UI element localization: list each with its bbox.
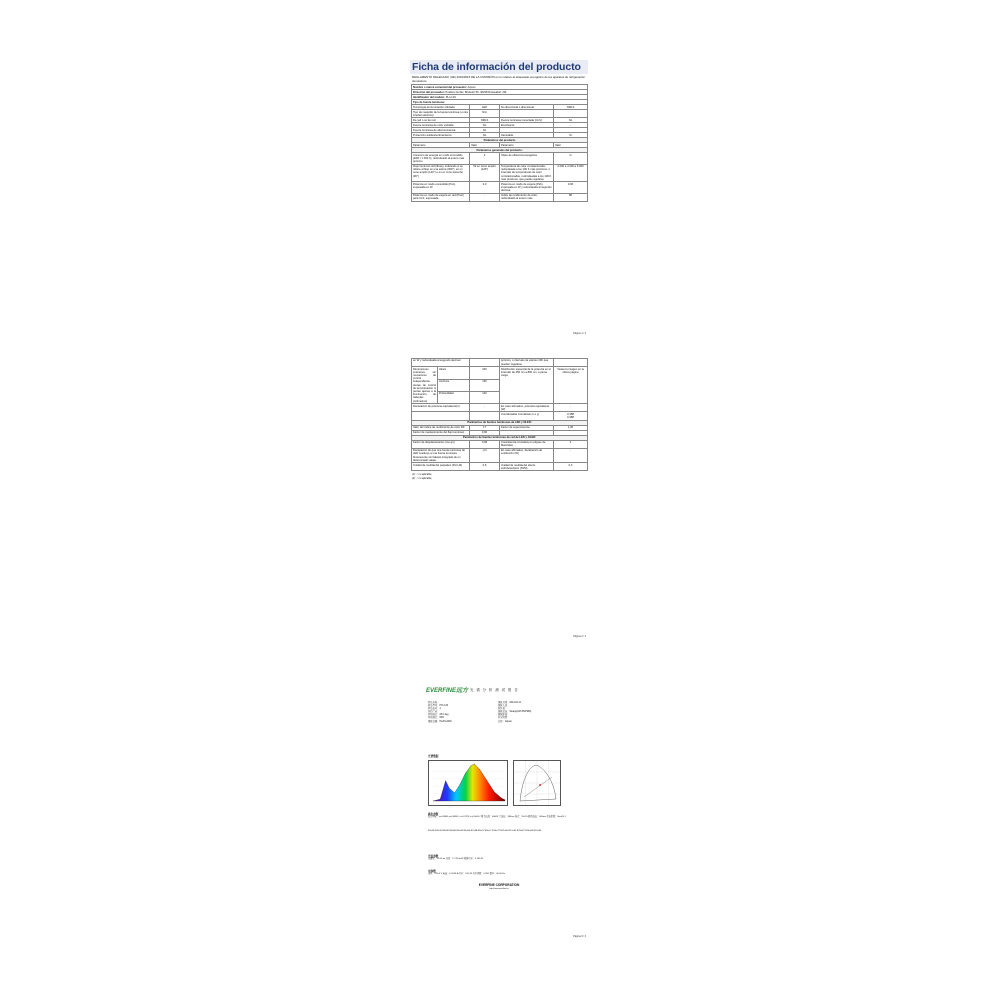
- table-cell: Consumo de energía en modo encendido (kWh / 1 000 h), redondeado al entero más próximo: [412, 153, 470, 164]
- table-cell: NMLS: [470, 118, 500, 123]
- table-cell: Fuente luminosa de alta luminancia:: [412, 128, 470, 133]
- table-cell: -: [470, 193, 500, 201]
- dimension-value: 130: [470, 379, 500, 391]
- table-cell: En caso afirmativo, potencia equivalente (W): [500, 404, 554, 412]
- column-header: Parámetro: [412, 143, 470, 148]
- table-cell: No: [470, 123, 500, 128]
- table-cell: -: [470, 404, 500, 412]
- table-cell: 2 000 a 4 000 a 6 000: [554, 164, 588, 182]
- table-cell: Declaración de que una fuente luminosa de LED sustituye a una fuente luminosa fluorescente sin balasto integrado de un determinado vataje.: [412, 448, 470, 463]
- spectrum-series: [433, 764, 505, 801]
- regulation-intro: REGLAMENTO DELEGADO (UE) 2019/2015 DE LA COMISIÓN en lo relativo al etiquetado energético de los aparatos de refrigeración domésticos: [412, 75, 585, 83]
- table-cell: 4: [554, 440, 588, 448]
- table-cell: -: [554, 404, 588, 412]
- table-cell: En caso afirmativo, declaración de sustitución (W): [500, 448, 554, 463]
- spectrum-point: [465, 773, 466, 774]
- dimension-label: Dimensiones exteriores sin mecanismo de control independiente, piezas de control de la iluminación ni piezas ajenas a la iluminación, de haberlas (milímetros): [413, 367, 436, 403]
- table-cell: Coordenadas cromáticas (x e y): [500, 412, 554, 420]
- photometric-heading: 光度参数: [428, 855, 439, 858]
- section-header: Parámetros del producto: [412, 138, 588, 143]
- table-cell: Flujo luminoso útil (Φuse), indicando si se refiere al flujo en una esfera (360°), en un cono amplio (120°) o en un cono estrecho (90°): [412, 164, 470, 182]
- table-cell: [470, 359, 500, 367]
- page-3: [410, 678, 588, 938]
- info-line: 测试日期：2023-02-11: [498, 702, 522, 704]
- report-title: 光 谱 分 析 测 试 报 告: [470, 688, 519, 692]
- info-line: 测试人员：: [498, 705, 510, 708]
- column-header: Parámetro: [500, 143, 554, 148]
- dimension-value: 140: [470, 391, 500, 403]
- color-params: 色品坐标：x=0.3880 y=0.3880 / u'=0.2223 v'=0.5000 / 相关色温：4000K 主波长：583nm 纯度：35.4% 峰值波长：608nm 显色指数：Ra=85.1: [428, 816, 566, 818]
- param-row: [412, 193, 588, 201]
- spectrum-point: [445, 780, 446, 781]
- table-cell: 1,00: [554, 425, 588, 430]
- table-cell: [500, 110, 554, 118]
- info-left: [428, 702, 498, 724]
- product-table-2: [411, 358, 588, 471]
- info-line: 积分时间：: [498, 717, 510, 720]
- page-number: Página 2 / 3: [573, 635, 586, 638]
- spectrum-point: [480, 769, 481, 770]
- table-cell: No: [470, 128, 500, 133]
- table-cell: No: [554, 118, 588, 123]
- info-line: 测试距离：: [498, 714, 510, 717]
- table-cell: Tipo de casquillo de la fuente luminosa (u otra interfaz eléctrica): [413, 110, 468, 117]
- table-cell: Clase de eficiencia energética: [500, 153, 554, 164]
- table-cell: Consistencia cromática en elipses de MacAdam: [500, 440, 554, 448]
- info-line: 品牌：Aipsun: [498, 720, 512, 723]
- info-line: 制造厂商：: [428, 711, 440, 714]
- table-cell: 3,0: [470, 182, 500, 193]
- table-cell: Fuente luminosa conectada (CLS):: [500, 118, 554, 123]
- electric-heading: 电参数: [428, 870, 436, 873]
- info-line: 环境温度：25.0 deg: [428, 714, 449, 717]
- color-heading: 颜色参数: [428, 813, 439, 816]
- table-cell: LED: [470, 105, 500, 110]
- cie-diagram: [513, 760, 561, 806]
- section-header: Parámetros de fuentes luminosas de red de LED y OLED:: [412, 435, 588, 440]
- table-cell: Protección antideslumbramiento:: [412, 133, 470, 138]
- table-cell: 0,388 0,388: [554, 412, 588, 420]
- table-cell: 17: [470, 425, 500, 430]
- supplier-cell: Nombre o marca comercial del proveedor: Aipsun: [412, 85, 588, 90]
- spectrum-point: [501, 798, 502, 799]
- info-line: 样品名称：: [428, 702, 440, 704]
- table-cell: [412, 412, 470, 420]
- spectrum-point: [494, 792, 495, 793]
- spectrum-point: [433, 801, 434, 802]
- param-row: [412, 164, 588, 182]
- table-cell: Temperatura de color correlacionada, redondeada a los 100 K más próximos, o intervalo de temperaturas de color correlacionadas, redondeadas a los 100 K más próximos, que puede regularse: [500, 164, 554, 182]
- table-cell: Potencia en modo de espera (Psb), expresada en W y redondeada al segundo decimal: [501, 182, 552, 193]
- dimension-value: 320: [470, 367, 500, 379]
- info-line: 检验员：: [498, 708, 508, 711]
- table-cell: NMLS: [554, 105, 588, 110]
- supplier-cell: Identificador del modelo: PH-2.2S: [412, 95, 588, 100]
- table-cell: -(2): [470, 448, 500, 463]
- spectrum-point: [454, 793, 455, 794]
- table-cell: Unidad de medida del efecto estroboscópico (SVM): [500, 463, 554, 471]
- footnote: (2) '-': no aplicable;: [412, 477, 433, 481]
- param-row: [412, 359, 588, 367]
- table-cell: Fuente luminosa de color variable:: [412, 123, 470, 128]
- page-number: Página 3 / 3: [573, 935, 586, 938]
- spectrum-label: Distribución espectral de la potencia en el intervalo de 250 nm a 800 nm, a plena carga: [500, 367, 554, 404]
- table-cell: en W y redondeada al segundo decimal: [412, 359, 470, 367]
- spectrum-point: [505, 800, 506, 801]
- info-line: 测试状态：Steady(with BVP980): [498, 711, 532, 714]
- type-row: [412, 110, 588, 118]
- dimension-row: [412, 367, 588, 379]
- table-cell: N/A: [470, 110, 500, 118]
- table-cell: Factor de desplazamiento (cos φ1): [412, 440, 470, 448]
- table-cell: Índice de rendimiento de color, redondeado al entero más: [500, 193, 554, 201]
- param-row: [412, 182, 588, 193]
- dimension-name: Profundidad: [438, 391, 470, 403]
- supplier-cell: Dirección del proveedor: Positive GmbH, Breitestr 56, 40238 Düsseldorf, DE: [412, 90, 588, 95]
- spectrum-point: [474, 764, 475, 765]
- section-header: Parámetros de fuentes luminosas de LED y OLED:: [412, 420, 588, 425]
- table-cell: 3: [470, 153, 500, 164]
- info-right: [498, 702, 568, 724]
- param-row: [412, 412, 588, 420]
- corporation-url: http://www.everfine.cn: [489, 888, 509, 890]
- spectrum-point: [449, 788, 450, 789]
- table-cell: 0,00: [554, 182, 588, 193]
- dimension-name: Altura: [438, 367, 470, 379]
- info-line: 环境湿度：65%: [428, 717, 445, 720]
- table-cell: [554, 359, 588, 367]
- table-cell: Valor del índice de rendimiento de color R9: [412, 425, 470, 430]
- param-row: [412, 463, 588, 471]
- table-cell: -: [554, 123, 588, 128]
- table-cell: [470, 412, 500, 420]
- table-cell: Declaración de potencia equivalente(1): [412, 404, 470, 412]
- page-2: [410, 358, 588, 638]
- param-row: [412, 448, 588, 463]
- spectrum-chart: [428, 760, 508, 806]
- product-table-1: [411, 84, 588, 202]
- table-cell: -: [554, 448, 588, 463]
- table-cell: próximo, o intervalo de valores CRI que pueden regularse: [500, 359, 554, 367]
- column-header: Valor: [470, 143, 500, 148]
- table-cell: Unidad de medida del parpadeo (Pst LM): [412, 463, 470, 471]
- table-cell: No: [470, 133, 500, 138]
- ri-params: R1=86 R2=90 R3=86 R4=86 R5=85 R6=84 R7=88 R8=73 R9=17 R10=72 R11=85 R12=62 R13=87 R14=96 R15=80: [428, 830, 542, 832]
- table-cell: 0,96: [470, 440, 500, 448]
- table-cell: 85: [554, 193, 588, 201]
- spectrum-point: [440, 799, 441, 800]
- param-row: [412, 153, 588, 164]
- spectrum-point: [487, 780, 488, 781]
- everfine-logo: EVERFINE远方: [426, 688, 469, 694]
- table-cell: Factor de mantenimiento del flujo luminoso: [412, 430, 470, 435]
- table-cell: 0,90: [470, 430, 500, 435]
- page-1: [410, 60, 588, 335]
- table-cell: No direccional o direccional:: [500, 105, 554, 110]
- spectrum-heading: 光谱数据: [428, 755, 439, 758]
- spectrum-point: [471, 766, 472, 767]
- table-cell: 0,5: [470, 463, 500, 471]
- table-cell: Potencia en modo encendido (Pon), expresada en W: [412, 182, 470, 193]
- table-cell: Sí: [554, 133, 588, 138]
- table-cell: Potencia en modo de espera en red (Pnet) para CLS, expresada: [412, 193, 470, 201]
- table-cell: De red o no de red:: [412, 118, 470, 123]
- info-line: 样品型号：PH-2.2S: [428, 705, 449, 708]
- footnote: (1) '-': no aplicable;: [412, 473, 433, 477]
- table-cell: 52 en Cono amplio (120°): [470, 164, 500, 182]
- table-cell: Atenuable:: [500, 133, 554, 138]
- info-line: 样品编号：4: [428, 708, 441, 711]
- table-cell: [554, 110, 588, 118]
- column-header: Valor: [554, 143, 588, 148]
- electric-params: 电压：230.0 V 电流：0.0138 A 功率：3.00 W 功率因数：0.950 频率：50.00 Hz: [428, 873, 505, 875]
- photometric-params: 光通量：52.00 lm 光效：17.33 lm/W 辐射功率：0.183 W: [428, 858, 484, 860]
- spectrum-point: [460, 784, 461, 785]
- table-cell: Tecnología de iluminación utilizada:: [412, 105, 470, 110]
- param-row: [412, 404, 588, 412]
- table-cell: 0,3: [554, 463, 588, 471]
- info-line: 测试仪器：HAAS-2000: [428, 720, 452, 723]
- section-header: Parámetros generales del producto:: [412, 148, 588, 153]
- footnotes: [412, 473, 586, 481]
- corporation-name: EVERFINE CORPORATION: [478, 883, 520, 887]
- table-cell: Factor de supervivencia: [500, 425, 554, 430]
- page-number: Página 1 / 3: [573, 332, 586, 335]
- param-row: [412, 440, 588, 448]
- report-info: [428, 702, 578, 724]
- page-title: Ficha de información del producto: [410, 60, 588, 74]
- table-cell: G: [554, 153, 588, 164]
- supplier-cell: Tipo de fuente luminosa:: [412, 100, 588, 105]
- dimension-name: Anchura: [438, 379, 470, 391]
- table-cell: Envolvente:: [500, 123, 554, 128]
- spectrum-value: Véase la imagen en la última página: [554, 367, 588, 404]
